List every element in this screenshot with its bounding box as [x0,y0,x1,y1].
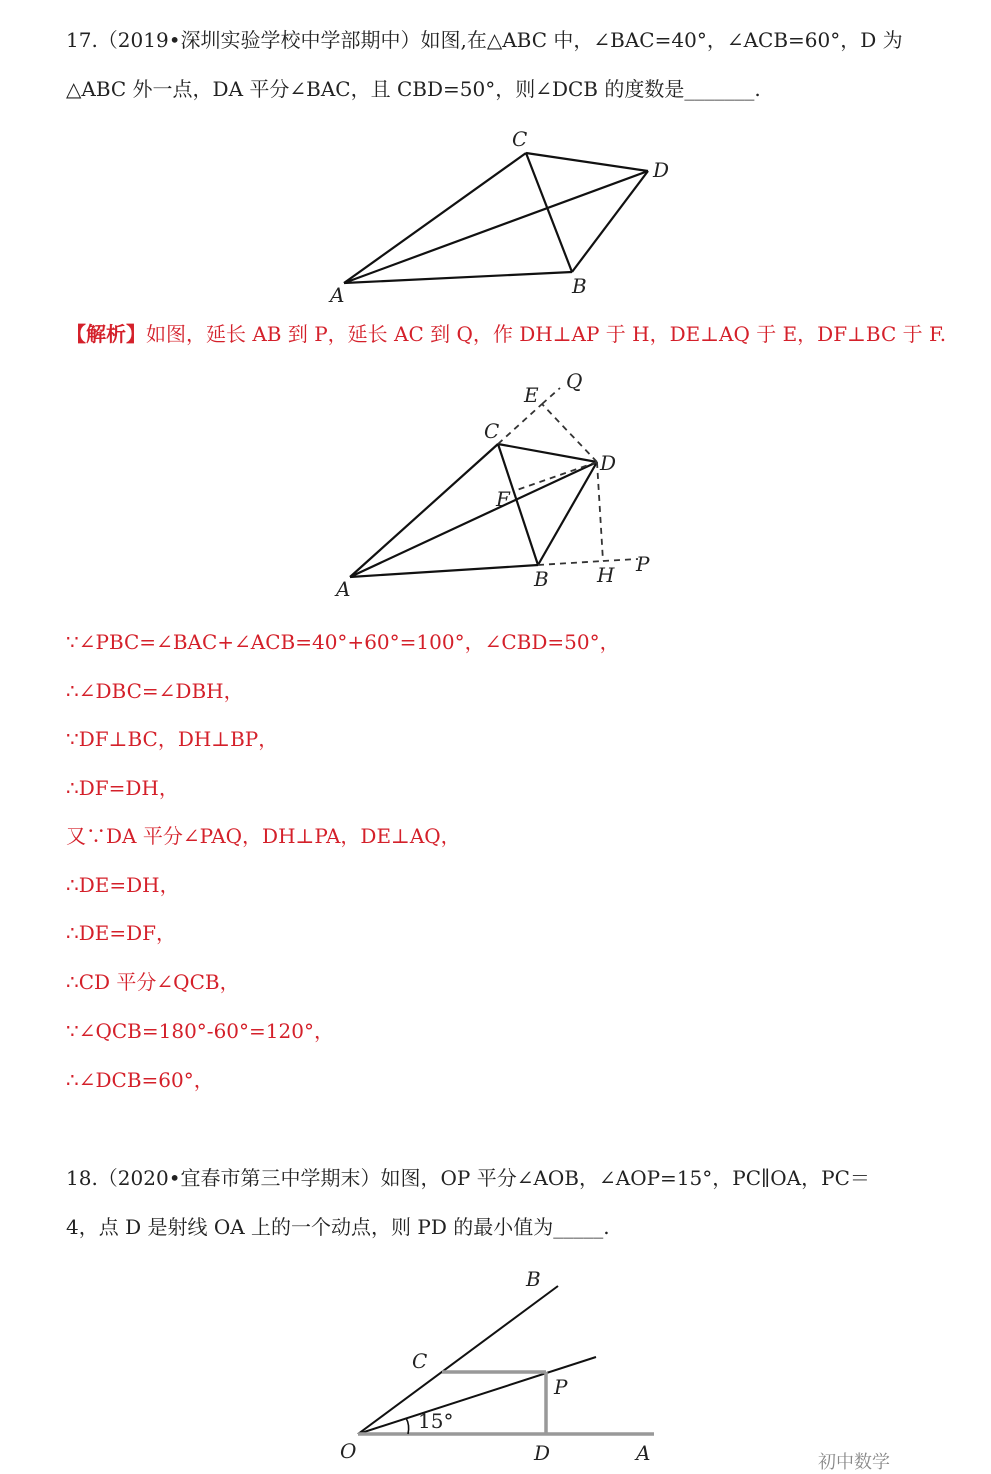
label-a: A [336,577,351,601]
label-f: F [496,487,510,511]
label-d: D [534,1441,551,1465]
solution-step-8: ∴CD 平分∠QCB， [66,970,240,994]
ray-ob [358,1286,558,1434]
segment-ab [344,272,572,283]
segment-ce-extension [498,404,542,444]
figure-18 [320,1262,680,1467]
solution-tag: 【解析】 [66,322,146,346]
angle-label: 15° [418,1409,454,1433]
solution-step-7: ∴DE=DF， [66,921,177,945]
segment-bd [538,462,597,565]
label-b: B [572,274,587,298]
figure-17-solution [320,370,700,605]
label-d: D [653,158,670,182]
problem18-line1: 18.（2020•宜春市第三中学期末）如图，OP 平分∠AOB，∠AOP=15°，PC∥OA，PC＝ [66,1166,870,1190]
label-e: E [524,383,539,407]
solution-step-4: ∴DF=DH， [66,776,179,800]
label-q: Q [566,369,583,393]
problem18-line2: 4，点 D 是射线 OA 上的一个动点，则 PD 的最小值为_____. [66,1215,610,1239]
solution-step-9: ∵∠QCB=180°-60°=120°， [66,1019,334,1043]
segment-ab [350,565,538,577]
problem17-line2: △ABC 外一点，DA 平分∠BAC，且 CBD=50°，则∠DCB 的度数是_______. [66,77,761,101]
segment-cd [498,444,597,462]
solution-step-1: ∵∠PBC=∠BAC+∠ACB=40°+60°=100°，∠CBD=50°， [66,630,620,654]
segment-bh-extension [538,561,603,565]
solution-step-10: ∴∠DCB=60°， [66,1068,214,1092]
segment-ad [350,462,597,577]
figure-17 [320,120,700,310]
label-o: O [340,1439,357,1463]
segment-hp-extension [603,559,638,561]
solution-intro: 如图，延长 AB 到 P，延长 AC 到 Q，作 DH⊥AP 于 H，DE⊥AQ 于 E，DF⊥BC 于 F. [146,322,947,346]
problem17-line1: 17.（2019•深圳实验学校中学部期中）如图,在△ABC 中，∠BAC=40°，∠ACB=60°，D 为 [66,28,903,52]
solution-intro-line [66,320,946,348]
solution-step-3: ∵DF⊥BC，DH⊥BP， [66,727,279,751]
angle-arc [406,1418,409,1434]
label-b: B [526,1267,541,1291]
label-c: C [484,419,500,443]
segment-ac [344,153,526,283]
label-a: A [330,283,345,307]
solution-step-6: ∴DE=DH， [66,873,180,897]
segment-cd [526,153,648,171]
label-p: P [636,552,650,576]
label-c: C [412,1349,428,1373]
label-d: D [600,451,617,475]
solution-step-2: ∴∠DBC=∠DBH， [66,679,244,703]
segment-ac [350,444,498,577]
label-h: H [597,563,615,587]
label-c: C [512,127,528,151]
label-p: P [554,1375,568,1399]
label-a: A [636,1441,651,1465]
segment-dh [597,462,603,561]
watermark: 初中数学 [818,1452,890,1473]
label-b: B [534,567,549,591]
solution-step-5: 又∵DA 平分∠PAQ，DH⊥PA，DE⊥AQ， [66,824,461,848]
segment-df [514,462,597,491]
segment-eq-extension [542,388,560,404]
segment-ad [344,171,648,283]
